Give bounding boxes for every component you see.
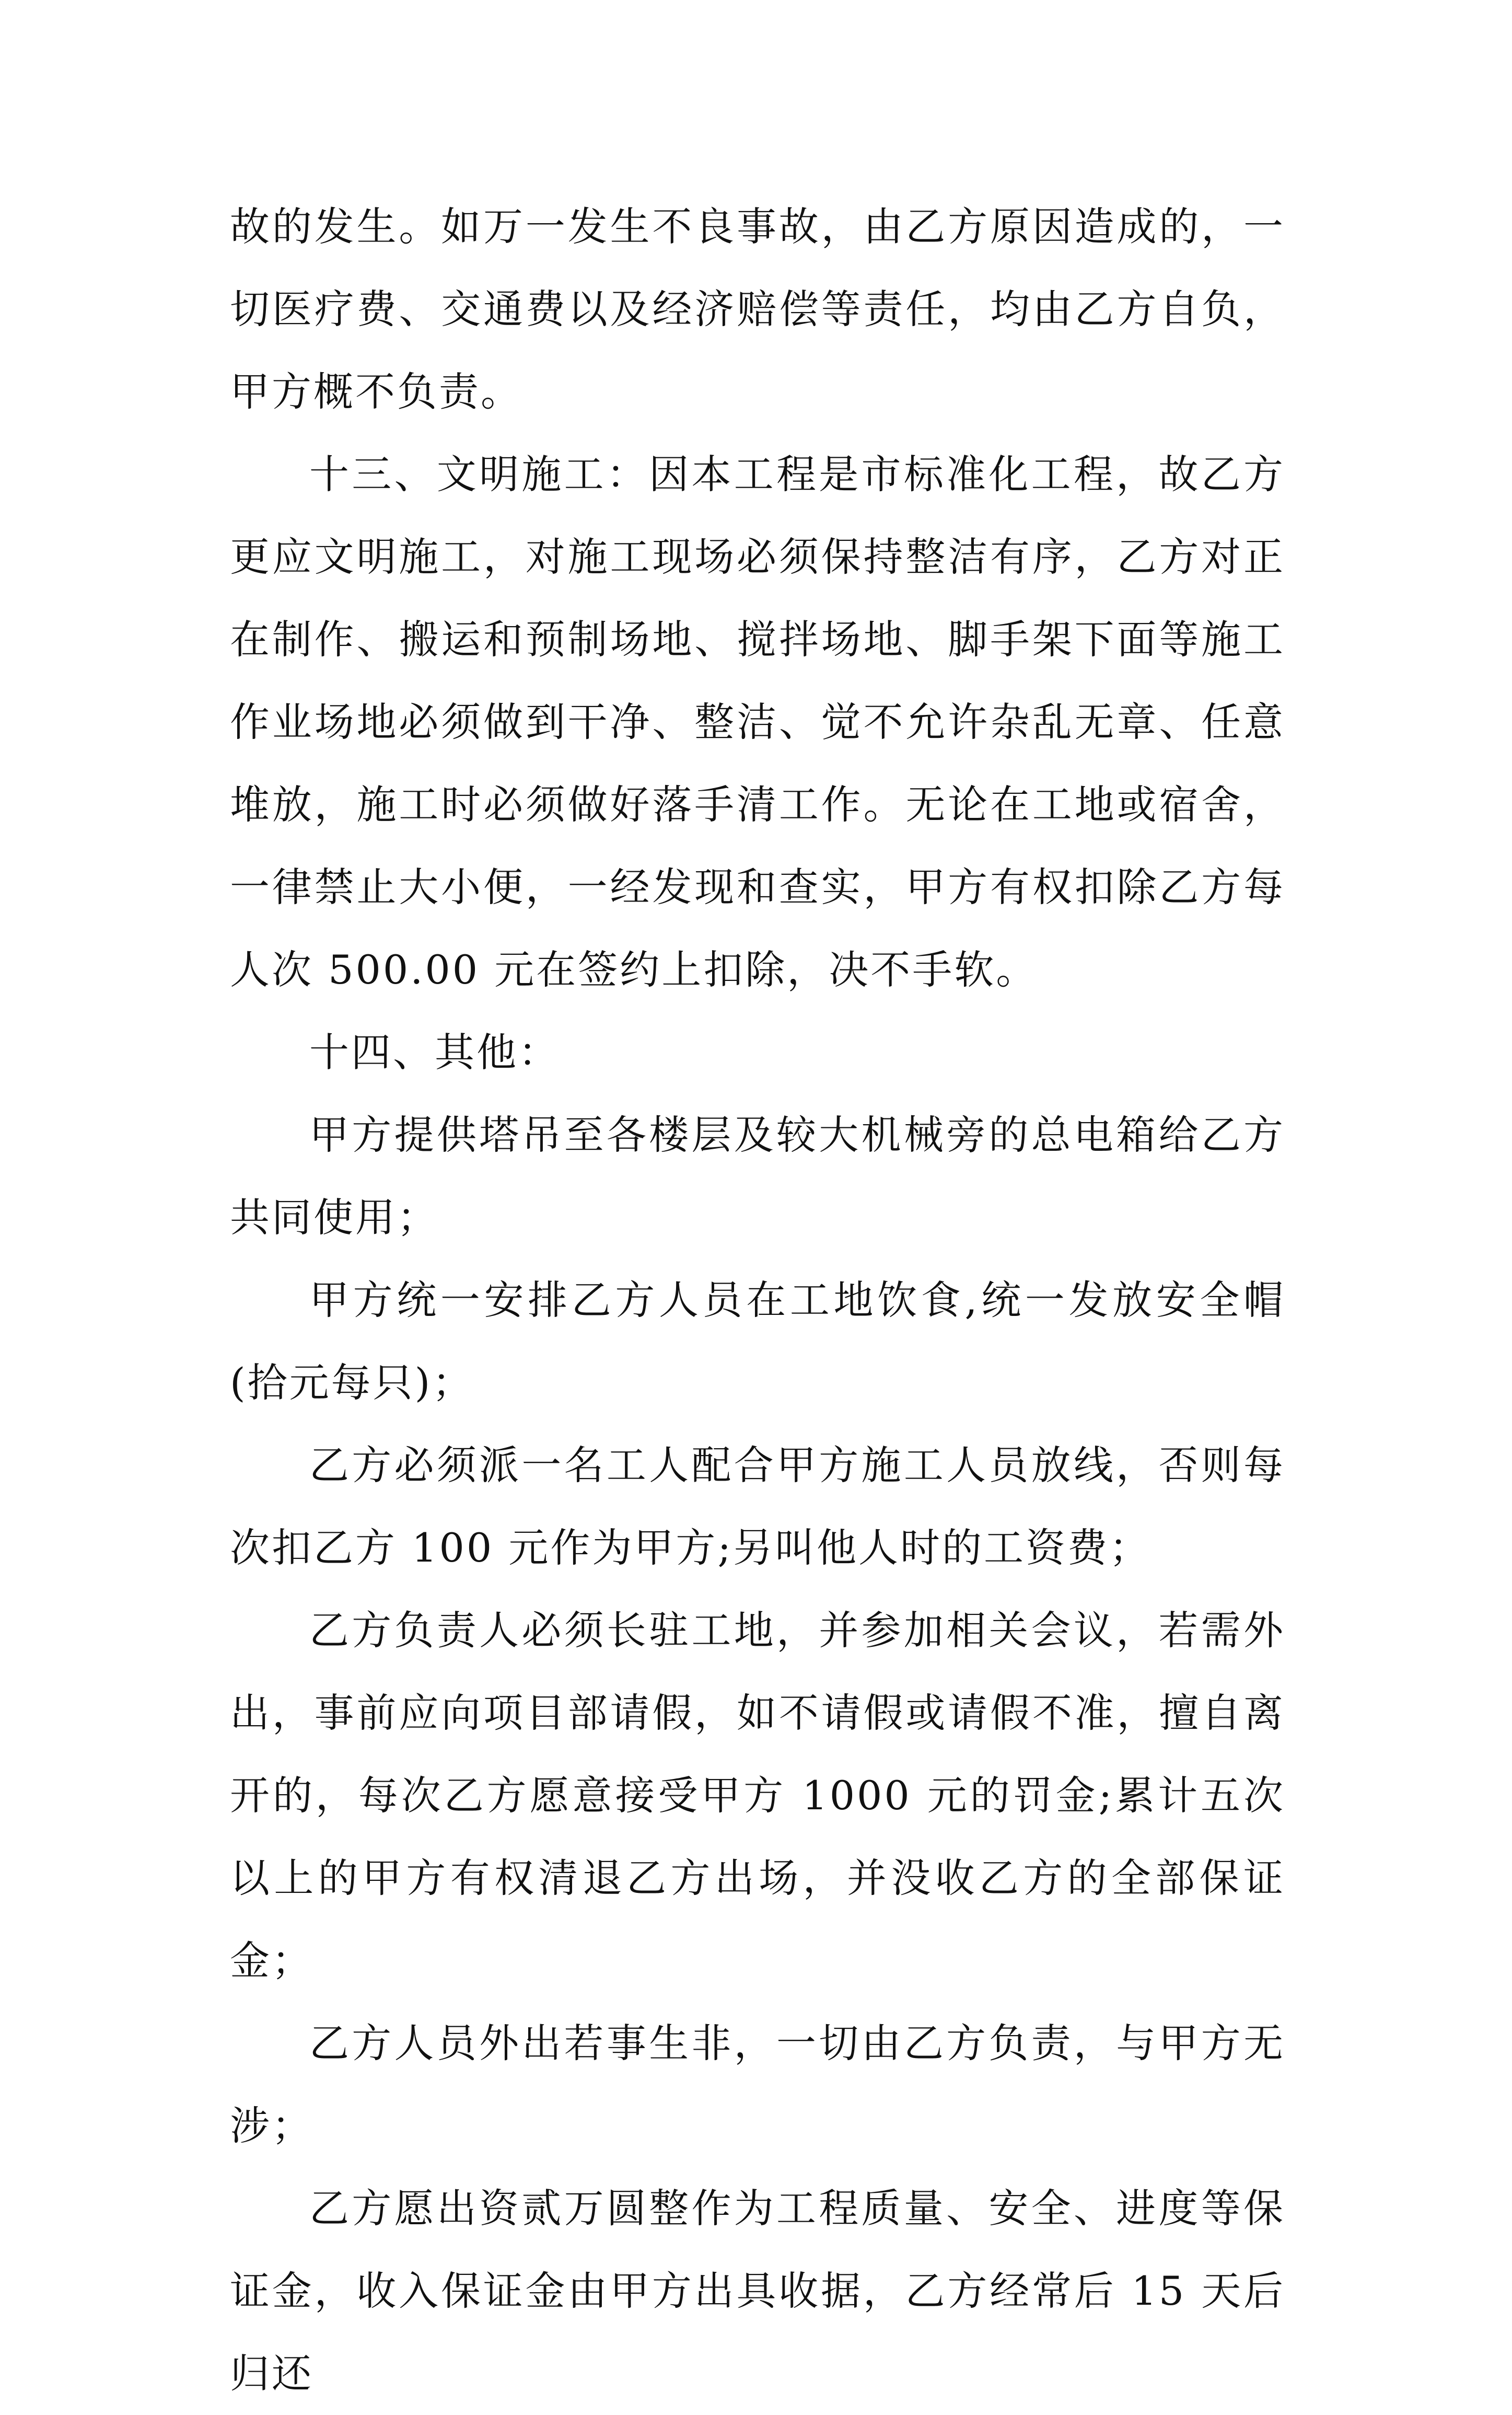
paragraph-personnel-conduct: 乙方人员外出若事生非，一切由乙方负责，与甲方无涉； (230, 2020, 1285, 2149)
paragraph-other-heading: 十四、其他： (309, 1029, 560, 1076)
document-body (230, 186, 1285, 2415)
paragraph-deposit: 乙方愿出资贰万圆整作为工程质量、安全、进度等保证金，收入保证金由甲方出具收据，乙方经常后 15 天后归还 (230, 2185, 1285, 2397)
paragraph-civilized-construction: 十三、文明施工：因本工程是市标准化工程，故乙方更应文明施工，对施工现场必须保持整洁有序，乙方对正在制作、搬运和预制场地、搅拌场地、脚手架下面等施工作业场地必须做到干净、整洁、觉不允许杂乱无章、任意堆放，施工时必须做好落手清工作。无论在工地或宿舍，一律禁止大小便，一经发现和查实，甲方有权扣除乙方每人次 500.00 元在签约上扣除，决不手软。 (230, 451, 1285, 993)
paragraph-surveying-worker: 乙方必须派一名工人配合甲方施工人员放线，否则每次扣乙方 100 元作为甲方;另叫他人时的工资费； (230, 1442, 1285, 1571)
paragraph-meals-helmets: 甲方统一安排乙方人员在工地饮食,统一发放安全帽(拾元每只)； (230, 1277, 1285, 1406)
paragraph-accident-liability: 故的发生。如万一发生不良事故，由乙方原因造成的，一切医疗费、交通费以及经济赔偿等责任，均由乙方自负，甲方概不负责。 (230, 203, 1285, 415)
paragraph-site-presence: 乙方负责人必须长驻工地，并参加相关会议，若需外出，事前应向项目部请假，如不请假或请假不准，擅自离开的，每次乙方愿意接受甲方 1000 元的罚金;累计五次以上的甲方有权清退乙方出场，并没收乙方的全部保证金； (230, 1607, 1285, 1984)
paragraph-power-box: 甲方提供塔吊至各楼层及较大机械旁的总电箱给乙方共同使用； (230, 1112, 1285, 1241)
